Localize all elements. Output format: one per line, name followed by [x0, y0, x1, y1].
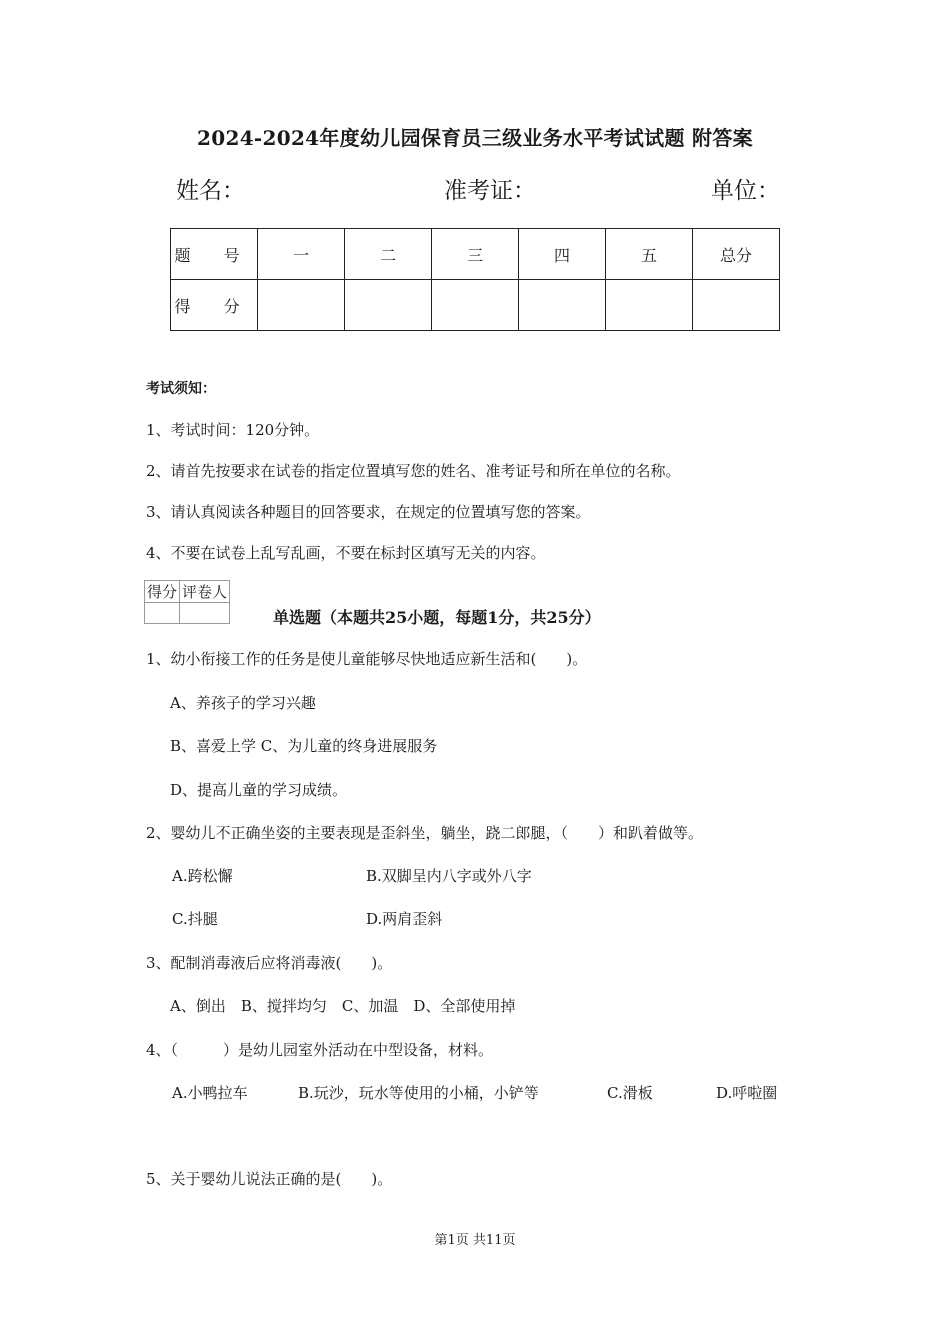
- notice-heading: 考试须知：: [146, 381, 216, 397]
- grader-name-cell[interactable]: [180, 603, 230, 624]
- grader-box: [144, 580, 230, 624]
- name-field-label: 姓名：: [176, 178, 245, 204]
- score-table-header-cell: 四: [519, 229, 606, 280]
- score-cell[interactable]: [432, 280, 519, 331]
- notice-item: 4、不要在试卷上乱写乱画，不要在标封区填写无关的内容。: [146, 544, 546, 562]
- question-stem: 1、幼小衔接工作的任务是使儿童能够尽快地适应新生活和( )。: [146, 650, 588, 668]
- page-footer: 第1页 共11页: [434, 1233, 516, 1248]
- question-option: D.两肩歪斜: [366, 910, 443, 928]
- question-stem: 2、婴幼儿不正确坐姿的主要表现是歪斜坐，躺坐，跷二郎腿，（ ）和趴着做等。: [146, 824, 704, 842]
- question-option: D.呼啦圈: [716, 1084, 778, 1102]
- grader-name-label: 评卷人: [180, 581, 230, 603]
- question-stem: 5、关于婴幼儿说法正确的是( )。: [146, 1170, 393, 1188]
- score-table-header-cell: 二: [345, 229, 432, 280]
- unit-field-label: 单位：: [711, 178, 780, 204]
- question-option: B、喜爱上学 C、为儿童的终身进展服务: [170, 737, 438, 755]
- score-cell[interactable]: [693, 280, 780, 331]
- score-table-header-row: [171, 229, 780, 280]
- section-heading: 单选题（本题共25小题，每题1分，共25分）: [273, 608, 601, 627]
- grader-score-label: 得分: [145, 581, 180, 603]
- notice-item: 3、请认真阅读各种题目的回答要求，在规定的位置填写您的答案。: [146, 503, 591, 521]
- score-cell[interactable]: [606, 280, 693, 331]
- question-option: A、养孩子的学习兴趣: [170, 694, 316, 712]
- page-title: 2024-2024年度幼儿园保育员三级业务水平考试试题 附答案: [197, 126, 753, 150]
- notice-item: 1、考试时间：120分钟。: [146, 421, 320, 439]
- question-option: B.双脚呈内八字或外八字: [366, 867, 532, 885]
- grader-score-cell[interactable]: [145, 603, 180, 624]
- score-table-header-cell: 总分: [693, 229, 780, 280]
- question-options: A、倒出 B、搅拌均匀 C、加温 D、全部使用掉: [170, 997, 516, 1015]
- score-row-label: 得 分: [171, 280, 258, 331]
- score-table-header-cell: 五: [606, 229, 693, 280]
- score-table: [170, 228, 780, 331]
- question-option: B.玩沙，玩水等使用的小桶，小铲等: [298, 1084, 539, 1102]
- score-table-score-row: [171, 280, 780, 331]
- question-option: C.抖腿: [172, 910, 218, 928]
- question-option: C.滑板: [607, 1084, 653, 1102]
- question-option: A.小鸭拉车: [172, 1084, 248, 1102]
- score-table-header-cell: 一: [258, 229, 345, 280]
- score-cell[interactable]: [258, 280, 345, 331]
- exam-id-field-label: 准考证：: [444, 178, 536, 204]
- question-stem: 3、配制消毒液后应将消毒液( )。: [146, 954, 393, 972]
- question-option: A.跨松懈: [172, 867, 233, 885]
- score-cell[interactable]: [345, 280, 432, 331]
- notice-item: 2、请首先按要求在试卷的指定位置填写您的姓名、准考证号和所在单位的名称。: [146, 462, 681, 480]
- question-option: D、提高儿童的学习成绩。: [170, 781, 348, 799]
- score-table-header-cell: 题 号: [171, 229, 258, 280]
- score-table-header-cell: 三: [432, 229, 519, 280]
- score-cell[interactable]: [519, 280, 606, 331]
- question-stem: 4、（ ）是幼儿园室外活动在中型设备，材料。: [146, 1041, 494, 1059]
